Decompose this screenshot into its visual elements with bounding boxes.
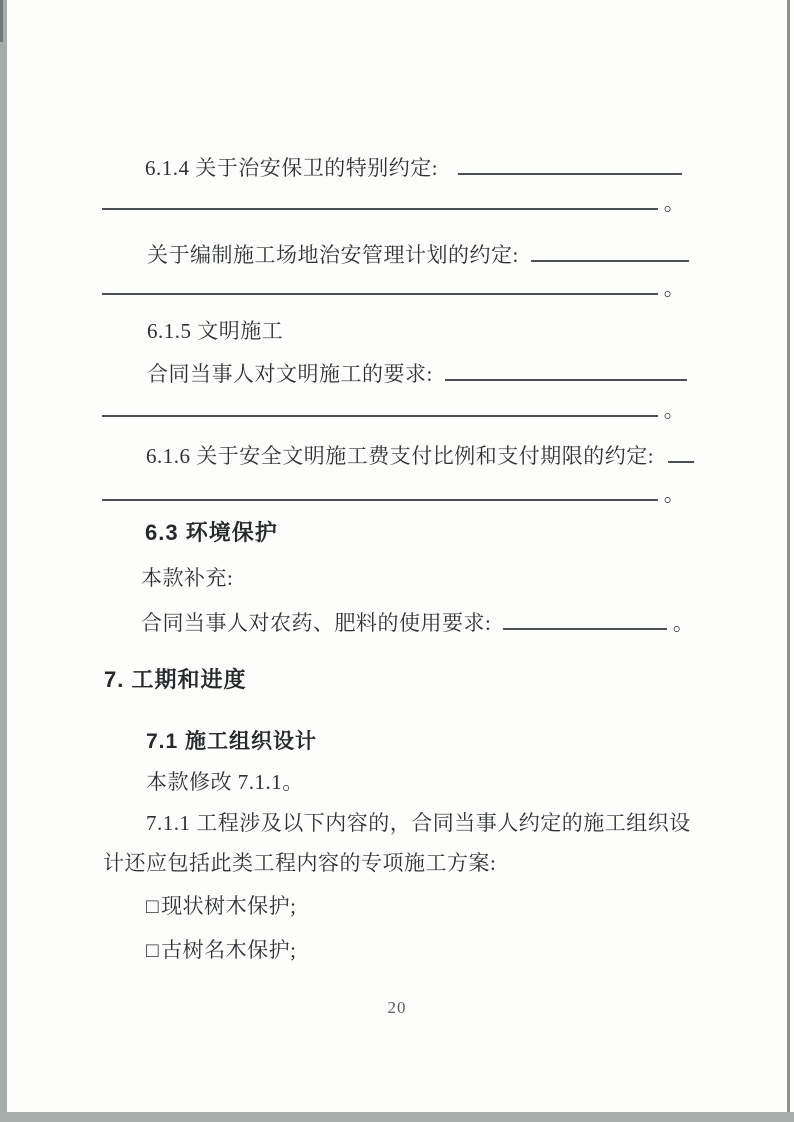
section-heading-6-3-label: 6.3 环境保护 — [145, 520, 278, 545]
blank-continuation-line — [102, 188, 685, 216]
fill-in-blank-line — [102, 273, 658, 295]
scan-edge-left — [0, 0, 7, 1112]
blank-continuation-line — [102, 395, 685, 423]
checkbox-item-ancient-trees — [146, 937, 297, 963]
fill-in-blank-line — [102, 395, 658, 417]
modify-note-label: 本款修改 7.1.1。 — [146, 770, 304, 794]
section-heading-7 — [104, 666, 246, 693]
clause-6-1-5-heading — [147, 318, 283, 344]
clause-7-1-1-text-line1: 7.1.1 工程涉及以下内容的，合同当事人约定的施工组织设 — [146, 811, 691, 835]
period: 。 — [663, 398, 686, 422]
section-heading-7-1 — [146, 729, 317, 755]
section-heading-7-1-label: 7.1 施工组织设计 — [146, 730, 318, 753]
blank-continuation-line — [102, 273, 685, 301]
fill-in-blank-line — [531, 240, 689, 262]
checkbox-item-label: 古树名木保护; — [161, 938, 297, 962]
clause-6-1-4-label: 6.1.4 关于治安保卫的特别约定: — [145, 156, 439, 180]
clause-6-1-6 — [146, 441, 694, 469]
fill-in-blank-line — [102, 479, 658, 501]
page-number: 20 — [387, 998, 407, 1017]
clause-6-1-6-label: 6.1.6 关于安全文明施工费支付比例和支付期限的约定: — [146, 444, 655, 468]
clause-7-1-1-line1 — [146, 810, 691, 836]
security-plan-label: 关于编制施工场地治安管理计划的约定: — [147, 243, 519, 267]
checkbox-icon: □ — [146, 894, 160, 918]
period: 。 — [663, 276, 686, 300]
civilized-requirement-clause — [147, 359, 687, 387]
scan-edge-right — [787, 0, 790, 1122]
clause-6-1-4 — [145, 153, 682, 181]
period: 。 — [663, 482, 686, 506]
clause-7-1-1-line2 — [103, 850, 496, 876]
section-heading-7-label: 7. 工期和进度 — [104, 667, 247, 692]
pesticide-fertilizer-clause — [141, 608, 694, 636]
civilized-requirement-label: 合同当事人对文明施工的要求: — [147, 362, 433, 386]
fill-in-blank-line — [503, 608, 667, 630]
fill-in-blank-line — [445, 359, 687, 381]
checkbox-item-label: 现状树木保护; — [161, 894, 297, 918]
scan-edge-bottom — [0, 1112, 794, 1122]
scan-edge-left-dark — [0, 0, 3, 42]
modify-note — [146, 769, 304, 795]
section-heading-6-3 — [145, 519, 278, 546]
clause-7-1-1-text-line2: 计还应包括此类工程内容的专项施工方案: — [103, 851, 497, 875]
checkbox-icon: □ — [146, 938, 160, 962]
fill-in-blank-line — [102, 188, 658, 210]
pesticide-fertilizer-label: 合同当事人对农药、肥料的使用要求: — [141, 611, 492, 635]
fill-in-blank-line — [668, 441, 694, 463]
clause-6-1-5-label: 6.1.5 文明施工 — [147, 319, 284, 343]
security-plan-clause — [147, 240, 689, 268]
supplement-note — [141, 565, 233, 591]
supplement-label: 本款补充: — [141, 566, 234, 590]
fill-in-blank-line — [458, 153, 682, 175]
blank-continuation-line — [102, 479, 685, 507]
period: 。 — [672, 611, 695, 635]
checkbox-item-existing-trees — [146, 893, 297, 919]
period: 。 — [663, 191, 686, 215]
